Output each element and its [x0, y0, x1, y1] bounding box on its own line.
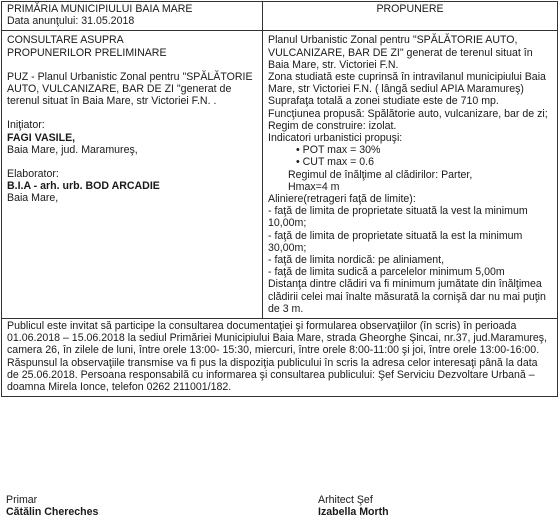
initiator-name: FAGI VASILE, — [7, 131, 76, 144]
notice-paragraph-2: Răspunsul la observaţiile transmise va fi pus la dispoziţia publicului în scris la adresa celor interesaţi până la data de 25.06.2018. Persoana responsabilă cu informarea şi consultarea publicului: Şef Serviciu Dezvoltare Urbană – doamna Mirela Ionce, telefon 0262 211001/182. — [7, 356, 538, 394]
mayor-title: Primar — [6, 494, 38, 506]
developer-label: Elaborator: — [7, 168, 59, 181]
initiator-address: Baia Mare, jud. Maramureş, — [7, 143, 138, 156]
notice-row — [2, 319, 558, 397]
date-value: 31.05.2018 — [81, 15, 135, 28]
consultation-title-line2: PROPUNERILOR PRELIMINARE — [7, 46, 167, 59]
initiator-label: Iniţiator: — [7, 119, 45, 132]
puz-description: PUZ - Planul Urbanistic Zonal pentru "SPĂLĂTORIE AUTO, VULCANIZARE, BAR DE ZI "generat de terenul situat în Baia Mare, str Victoriei F.N. . — [7, 70, 253, 108]
architect-signature — [318, 494, 389, 518]
notice-cell — [2, 319, 558, 397]
developer-city: Baia Mare, — [7, 192, 59, 205]
header-right-cell — [263, 2, 558, 31]
right-content-cell — [263, 31, 558, 319]
content-row — [2, 31, 558, 319]
indicator-text: POT max = 30% — [302, 144, 381, 157]
architect-name: Izabella Morth — [318, 506, 389, 519]
consultation-title-line1: CONSULTARE ASUPRA — [7, 34, 124, 47]
alignment-line: - faţă de limita de proprietate situată la vest la minimum 10,00m; — [268, 205, 528, 230]
mayor-name: Cătălin Chereches — [6, 506, 99, 519]
developer-name: B.I.A - arh. urb. BOD ARCADIE — [7, 180, 160, 193]
architect-title: Arhitect Şef — [318, 494, 373, 506]
mayor-signature — [6, 494, 98, 518]
header-left-cell — [2, 2, 263, 31]
proposal-line: Funcţiunea propusă: Spălătorie auto, vulcanizare, bar de zi; — [268, 107, 548, 120]
height-max: Hmax=4 m — [288, 180, 340, 193]
alignment-line: - faţă de limita nordică: pe aliniament, — [268, 254, 445, 267]
proposal-heading: PROPUNERE — [376, 3, 444, 15]
alignment-line: Aliniere(retrageri faţă de limite): — [268, 193, 416, 206]
notice-paragraph-1: Publicul este invitat să participe la consultarea documentaţiei şi formularea observaţiilor (în scris) în perioada 01.06.2018 – 15.06.2018 la sediul Primăriei Municipiului Baia Mare, strada Gheorghe Şincai, nr.37, jud.Maramureş, camera 26, în zilele de luni, între orele 13:00- 15:30, miercuri, între orele 8:00-11:00 şi joi, între orele 13:00-16:00. — [7, 320, 547, 357]
indicator-item: • POT max = 30% — [296, 144, 381, 157]
proposal-line: Indicatori urbanistici propuşi: — [268, 132, 403, 145]
alignment-line: Distanţa dintre clădiri va fi minimum jumătate din înălţimea clădirii celei mai înalte măsurată la cornişă dar nu mai puţin de 3 m. — [268, 278, 546, 315]
proposal-line: Regim de construire: izolat. — [268, 119, 397, 132]
indicator-item: • CUT max = 0.6 — [296, 156, 374, 169]
left-content-cell — [2, 31, 263, 319]
proposal-line: Suprafaţa totală a zonei studiate este de 710 mp. — [268, 95, 499, 108]
date-label: Data anunţului: — [7, 15, 79, 28]
header-row — [2, 2, 558, 31]
alignment-line: - faţă de limita de proprietate situată la est la minimum 30,00m; — [268, 229, 523, 254]
alignment-line: - faţă de limita sudică a parcelelor minimum 5,00m — [268, 266, 505, 279]
proposal-line: Zona studiată este cuprinsă în intravilanul municipiului Baia Mare, str Victoriei F.N. ( lângă sediul APIA Maramureş) — [268, 71, 546, 96]
announcement-table — [1, 1, 558, 397]
announcement-date — [7, 15, 257, 27]
indicator-text: CUT max = 0.6 — [302, 156, 374, 169]
height-regime: Regimul de înălţime al clădirilor: Parter, — [288, 168, 473, 181]
institution-name: PRIMĂRIA MUNICIPIULUI BAIA MARE — [7, 3, 193, 15]
proposal-line: Planul Urbanistic Zonal pentru "SPĂLĂTORIE AUTO, VULCANIZARE, BAR DE ZI" generat de terenul situat în Baia Mare, str. Victoriei F.N. — [268, 34, 533, 71]
